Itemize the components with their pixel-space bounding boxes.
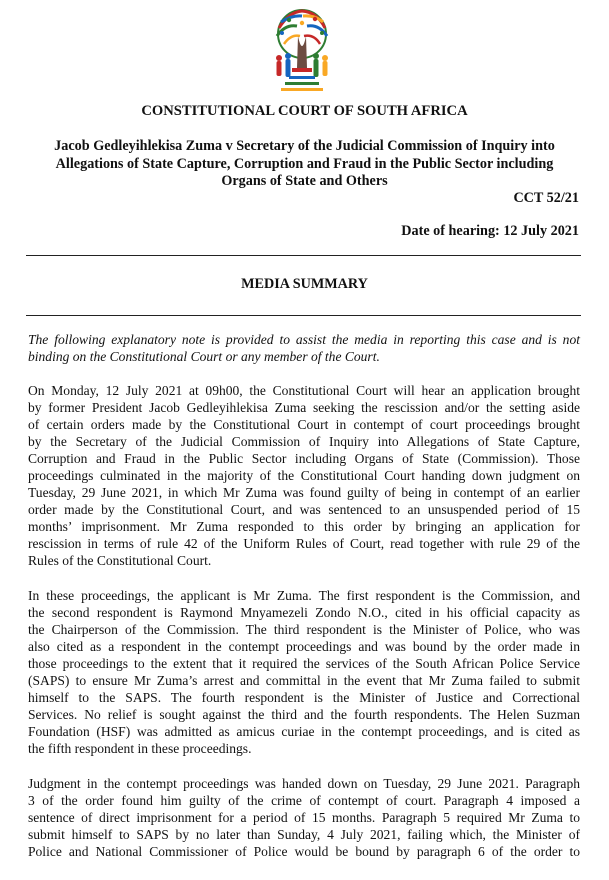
paragraph-3: [28, 775, 580, 860]
case-title-line: Organs of State and Others: [221, 173, 388, 189]
paragraph-2: [28, 587, 580, 757]
text-line: those proceedings to the extent that it required the services of the South African Police Service: [28, 656, 580, 672]
text-line: proceedings culminated in the majority of the Constitutional Court handing down judgment on: [28, 468, 580, 484]
text-line: order made by the Constitutional Court, and was sentenced to an unsuspended period of 15: [28, 502, 580, 518]
case-title-line: Allegations of State Capture, Corruption and Fraud in the Public Sector including: [55, 155, 554, 172]
text-line: 3 of the order found him guilty of the crime of contempt of court. Paragraph 4 imposed a: [28, 793, 580, 809]
paragraph-1: [28, 382, 580, 570]
text-line: Corruption and Fraud in the Public Sector including Organs of State (Commission). Those: [28, 451, 580, 467]
text-line: In these proceedings, the applicant is Mr Zuma. The first respondent is the Commission, and: [28, 588, 580, 603]
text-line: The following explanatory note is provided to assist the media in reporting this case and is not: [28, 332, 580, 347]
text-line: the Chairperson of the Commission. The third respondent is the Minister of Police, who was: [28, 622, 580, 638]
text-line: by the Secretary of the Judicial Commission of Inquiry into Allegations of State Capture,: [28, 434, 580, 450]
text-line: also cited as a respondent in the contempt proceedings and was bound by the order made in: [28, 639, 580, 655]
text-line: the fifth respondent in these proceedings.: [28, 741, 252, 757]
case-number: CCT 52/21: [513, 190, 579, 206]
intro-note: [28, 331, 580, 365]
text-line: rescission in terms of rule 42 of the Uniform Rules of Court, read together with rule 29 of the: [28, 536, 580, 552]
text-line: On Monday, 12 July 2021 at 09h00, the Constitutional Court will hear an application brought: [28, 383, 580, 398]
text-line: Rules of the Constitutional Court.: [28, 553, 212, 569]
tree-trunk: [297, 36, 307, 68]
text-line: Tuesday, 29 June 2021, in which Mr Zuma was found guilty of being in contempt of an earlier: [28, 485, 580, 501]
text-line: himself to the SAPS. The fourth respondent is the Minister of Justice and Correctional: [28, 690, 580, 706]
text-line: of certain orders made by the Constitutional Court in contempt of court proceedings brought: [28, 417, 580, 433]
text-line: by former President Jacob Gedleyihlekisa Zuma seeking the rescission and/or the setting aside: [28, 400, 580, 416]
divider-bottom: [26, 315, 581, 316]
text-line: the second respondent is Raymond Mnyamezeli Zondo N.O., cited in his official capacity as: [28, 605, 580, 621]
text-line: Judgment in the contempt proceedings was handed down on Tuesday, 29 June 2021. Paragraph: [28, 776, 580, 791]
case-title-line: Jacob Gedleyihlekisa Zuma v Secretary of the Judicial Commission of Inquiry into: [54, 138, 555, 154]
divider-top: [26, 255, 581, 256]
text-line: binding on the Constitutional Court or any member of the Court.: [28, 349, 380, 365]
section-title: MEDIA SUMMARY: [241, 276, 368, 292]
text-line: months’ imprisonment. Mr Zuma responded to this order by bringing an application for: [28, 519, 580, 535]
text-line: Foundation (HSF) was admitted as amicus curiae in the contempt proceedings, and is cited as: [28, 724, 580, 740]
hearing-date: Date of hearing: 12 July 2021: [401, 223, 579, 239]
text-line: Police and National Commissioner of Police would be bound by paragraph 6 of the order to: [28, 844, 580, 860]
text-line: (SAPS) to ensure Mr Zuma’s arrest and committal in the event that Mr Zuma failed to submit: [28, 673, 580, 689]
text-line: submit himself to SAPS by no later than Sunday, 4 July 2021, failing which, the Minister of: [28, 827, 580, 843]
case-title: [20, 138, 589, 191]
text-line: Services. No relief is sought against the third and the fourth respondents. The Helen Suzman: [28, 707, 580, 723]
court-name: CONSTITUTIONAL COURT OF SOUTH AFRICA: [141, 103, 468, 119]
court-logo-icon: [267, 6, 337, 92]
text-line: sentence of direct imprisonment for a period of 15 months. Paragraph 5 required Mr Zuma to: [28, 810, 580, 826]
